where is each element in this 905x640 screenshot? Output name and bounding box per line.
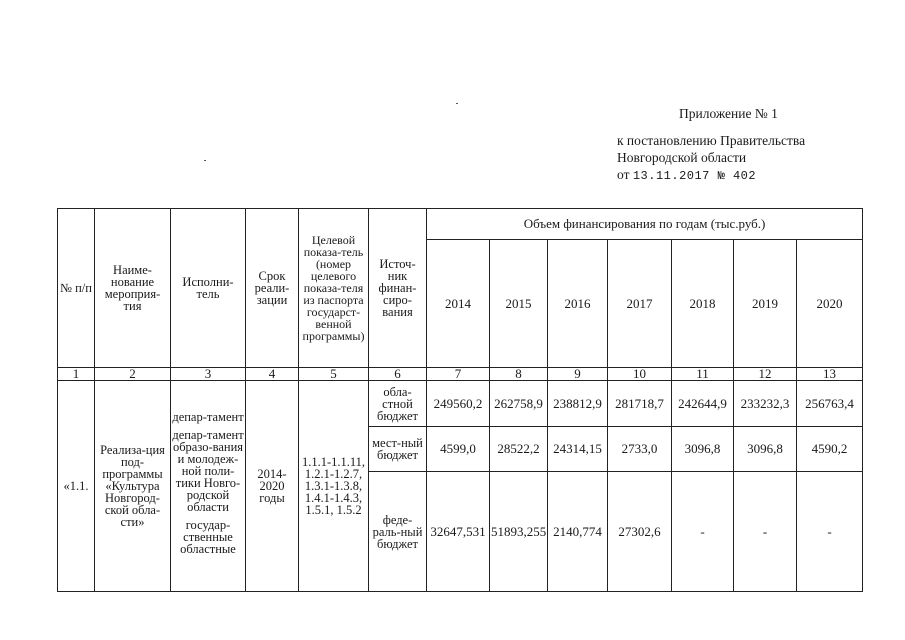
decree-date-number: 13.11.2017 № 402 <box>632 169 757 183</box>
header-source: Источ-ник финан-сиро-вания <box>369 209 427 368</box>
source-local: мест-ный бюджет <box>369 427 427 472</box>
year-2017: 2017 <box>608 240 672 368</box>
value-federal-2019: - <box>734 472 797 592</box>
value-federal-2016: 2140,774 <box>548 472 608 592</box>
appendix-title: Приложение № 1 <box>679 106 778 121</box>
value-federal-2015: 51893,255 <box>490 472 548 592</box>
col-number: 8 <box>490 368 548 381</box>
value-local-2014: 4599,0 <box>427 427 490 472</box>
document-header <box>617 105 805 185</box>
value-regional-2016: 238812,9 <box>548 381 608 427</box>
decree-line-2: Новгородской области <box>617 150 747 165</box>
table-row-regional <box>58 381 863 427</box>
value-federal-2014: 32647,531 <box>427 472 490 592</box>
row-name: Реализа-ция под-программы «Культура Новгород-ской обла-сти» <box>95 381 171 592</box>
col-number: 6 <box>369 368 427 381</box>
value-regional-2018: 242644,9 <box>672 381 734 427</box>
year-2015: 2015 <box>490 240 548 368</box>
scan-speck <box>204 160 206 161</box>
header-executor: Исполни-тель <box>171 209 246 368</box>
row-executors <box>171 381 246 592</box>
funding-table <box>57 208 863 592</box>
source-regional: обла-стной бюджет <box>369 381 427 427</box>
value-local-2018: 3096,8 <box>672 427 734 472</box>
value-federal-2017: 27302,6 <box>608 472 672 592</box>
col-number: 4 <box>246 368 299 381</box>
value-local-2019: 3096,8 <box>734 427 797 472</box>
value-federal-2018: - <box>672 472 734 592</box>
executor-3: государ-ственные областные <box>180 518 236 556</box>
header-target: Целевой показа-тель (номер целевого показа-теля из паспорта государст-венной программы) <box>299 209 369 368</box>
row-num: «1.1. <box>58 381 95 592</box>
year-2014: 2014 <box>427 240 490 368</box>
col-number: 11 <box>672 368 734 381</box>
value-regional-2015: 262758,9 <box>490 381 548 427</box>
col-number: 1 <box>58 368 95 381</box>
col-number: 9 <box>548 368 608 381</box>
col-number: 12 <box>734 368 797 381</box>
header-funding: Объем финансирования по годам (тыс.руб.) <box>427 209 863 240</box>
header-row-1 <box>58 209 863 240</box>
value-regional-2020: 256763,4 <box>797 381 863 427</box>
value-local-2016: 24314,15 <box>548 427 608 472</box>
row-period: 2014-2020 годы <box>246 381 299 592</box>
decree-line-1: к постановлению Правительства <box>617 133 806 148</box>
value-federal-2020: - <box>797 472 863 592</box>
scan-speck <box>456 103 458 104</box>
header-num: № п/п <box>58 209 95 368</box>
decree-date-line <box>617 166 805 185</box>
value-regional-2017: 281718,7 <box>608 381 672 427</box>
value-local-2020: 4590,2 <box>797 427 863 472</box>
value-local-2015: 28522,2 <box>490 427 548 472</box>
column-numbers-row <box>58 368 863 381</box>
col-number: 2 <box>95 368 171 381</box>
source-federal: феде-раль-ный бюджет <box>369 472 427 592</box>
decree-date-prefix: от <box>617 167 630 182</box>
col-number: 3 <box>171 368 246 381</box>
year-2018: 2018 <box>672 240 734 368</box>
header-period: Срок реали-зации <box>246 209 299 368</box>
executor-2: депар-тамент образо-вания и молодеж-ной поли-тики Новго-родской области <box>172 428 244 514</box>
header-name: Наиме-нование мероприя-тия <box>95 209 171 368</box>
year-2020: 2020 <box>797 240 863 368</box>
col-number: 7 <box>427 368 490 381</box>
col-number: 10 <box>608 368 672 381</box>
row-target: 1.1.1-1.1.11, 1.2.1-1.2.7, 1.3.1-1.3.8, 1.4.1-1.4.3, 1.5.1, 1.5.2 <box>299 381 369 592</box>
executor-1: депар-тамент <box>172 410 244 424</box>
year-2019: 2019 <box>734 240 797 368</box>
col-number: 5 <box>299 368 369 381</box>
value-regional-2019: 233232,3 <box>734 381 797 427</box>
year-2016: 2016 <box>548 240 608 368</box>
value-regional-2014: 249560,2 <box>427 381 490 427</box>
value-local-2017: 2733,0 <box>608 427 672 472</box>
col-number: 13 <box>797 368 863 381</box>
